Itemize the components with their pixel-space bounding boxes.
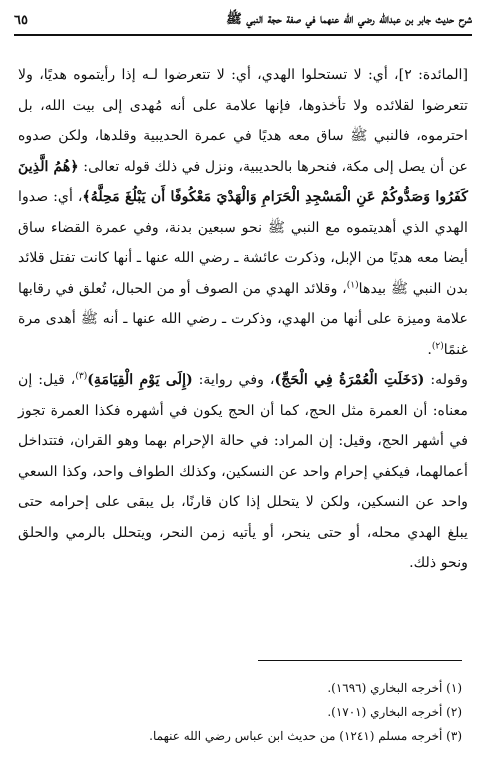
footnotes [20,676,462,748]
header-divider [14,34,472,36]
hadith-quote: (دَخَلَتِ الْعُمْرَةُ فِي الْحَجِّ) [274,372,425,388]
running-header [14,8,472,32]
text-run: . [427,341,432,358]
paragraph-1 [18,60,468,365]
footnote-ref-2: (٢) [431,340,444,351]
text-run: ، قيل: إن معناه: أن العمرة مثل الحج، كما أن الحج يكون في أشهره فكذا العمرة تجوز في أشهر الحج، وقيل: إن المراد: في حالة الإحرام بهما وهو القران، فتتداخل أعمالهما، فيكفي إحرام واحد عن النسكين، وكذلك الطواف واحد، وكذا السعي واحد عن النسكين، ولكن لا يتحلل إذا كان قارنًا، بل يبقى على إحرامه حتى يبلغ الهدي محله، أو حتى ينحر، أو يأتيه زمن النحر، ويتحلل بالرمي والحلق ونحو ذلك. [18,372,468,571]
text-run: [المائدة: ٢]، أي: لا تستحلوا الهدي، أي: لا تتعرضوا لـه إذا رأيتموه هديًا، ولا تتعرضوا لقلائده ولا تأخذوها، فإنها علامة على أنه مُهدى إلى بيت الله، بل احترموه، فالنبي ﷺ ساق معه هديًا في عمرة الحديبية وقلدها، ولكن صدوه عن أن يصل إلى مكة، فنحرها بالحديبية، ونزل في ذلك قوله تعالى: [18,67,469,175]
main-text [18,60,468,579]
header-title: شرح حديث جابر بن عبدالله رضي الله عنهما في صفة حجة النبي ﷺ [226,11,472,27]
footnote-divider [258,660,462,661]
footnote-ref-3: (٣) [75,371,88,382]
text-run: ، وقلائد الهدي من الصوف أو من الحبال، تُعلق في رقابها علامة وميزة على أنها من الهدي، وذكرت ـ رضي الله عنها ـ أنه ﷺ أهدى مرة غنمًا [18,280,468,358]
text-run: ، أي: صدوا الهدي الذي أهديتموه مع النبي ﷺ نحو سبعين بدنة، وفي عمرة القضاء ساق أيضا معه هديًا من الإبل، وذكرت عائشة ـ رضي الله عنها ـ أنها كانت تفتل قلائد بدن النبي ﷺ بيدها [18,189,468,297]
text-run: وقوله: [424,372,468,388]
quran-verse: ﴿هُمُ الَّذِينَ كَفَرُوا وَصَدُّوكُمْ عَنِ الْمَسْجِدِ الْحَرَامِ وَالْهَدْيَ مَعْكُوفًا أَن يَبْلُغَ مَحِلَّهُ﴾ [18,158,468,205]
hadith-quote: (إِلَى يَوْمِ الْقِيَامَةِ) [87,372,193,388]
page-number: ٦٥ [14,12,28,28]
footnote: (٣) أخرجه مسلم (١٢٤١) من حديث ابن عباس رضي الله عنهما. [149,729,462,743]
footnote-ref-1: (١) [346,279,359,290]
paragraph-2 [18,365,468,579]
text-run: ، وفي رواية: [192,372,275,388]
footnote: (٢) أخرجه البخاري (١٧٠١). [327,705,462,719]
footnote: (١) أخرجه البخاري (١٦٩٦). [327,681,462,695]
